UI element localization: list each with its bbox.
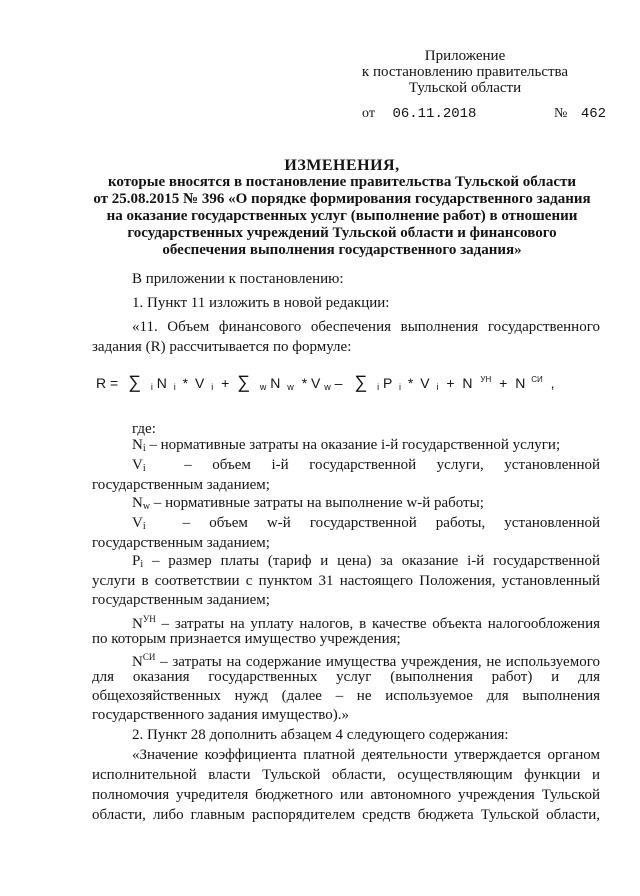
definition-text: – размер платы (тариф и цена) за оказание i-й государственной — [143, 553, 600, 569]
formula-op: + — [499, 375, 508, 391]
title-heading: ИЗМЕНЕНИЯ, — [284, 157, 400, 174]
formula-superscript: УН — [480, 375, 492, 384]
quote-line: полномочия учредителя бюджетного или автономного учреждения Тульской — [92, 787, 600, 803]
quote-line: «Значение коэффициента платной деятельности утверждается органом — [132, 747, 600, 763]
definition-text: – объем i-й государственной услуги, установленной — [184, 457, 600, 473]
paragraph-11-line: задания (R) рассчитывается по формуле: — [92, 339, 352, 355]
symbol: N — [132, 616, 143, 632]
number-sign: № — [553, 106, 568, 121]
definition-text: – объем w-й государственной работы, установленной — [182, 515, 600, 531]
formula-index: i — [398, 382, 401, 392]
formula-r: R = — [96, 375, 119, 391]
title-line: которые вносятся в постановление правительства Тульской области — [107, 174, 577, 190]
sum-symbol: ∑ — [237, 372, 250, 392]
paragraph-11-line: «11. Объем финансового обеспечения выполнения государственного — [132, 319, 600, 335]
date-number-row — [362, 106, 606, 122]
formula-op: * — [182, 375, 189, 391]
symbol: N — [132, 654, 143, 670]
quote-line: области, либо главным распорядителем средств бюджета Тульской области, — [92, 807, 600, 823]
intro-text: В приложении к постановлению: — [132, 271, 344, 287]
formula-term: N — [462, 375, 473, 391]
symbol-index: i — [142, 443, 146, 454]
formula-term: N — [270, 375, 281, 391]
formula-op: + — [221, 375, 230, 391]
formula-index: i — [150, 382, 153, 392]
formula-op: – — [334, 375, 343, 391]
symbol-index: i — [142, 521, 146, 532]
symbol-index: i — [142, 463, 146, 474]
definition-pi-cont: услуги в соответствии с пунктом 31 настоящего Положения, установленный — [92, 573, 600, 589]
document-date: 06.11.2018 — [392, 106, 477, 122]
formula-op: + — [446, 375, 455, 391]
formula-op: * — [301, 375, 308, 391]
symbol-superscript: УН — [142, 614, 156, 624]
formula-term: V — [194, 375, 205, 391]
symbol-superscript: СИ — [142, 652, 156, 662]
title-line: обеспечения выполнения государственного задания» — [162, 242, 522, 258]
definition-text: – затраты на содержание имущества учреждения, не используемого — [155, 654, 600, 670]
title-line: на оказание государственных услуг (выполнение работ) в отношении — [106, 208, 578, 224]
sum-symbol: ∑ — [354, 372, 368, 392]
symbol: P — [132, 553, 141, 569]
item-2: 2. Пункт 28 дополнить абзацем 4 следующего содержания: — [132, 727, 509, 743]
definition-pi-cont: государственным заданием; — [92, 592, 270, 608]
formula-index: w — [259, 382, 267, 392]
formula-index: i — [436, 382, 439, 392]
formula-superscript: СИ — [531, 375, 543, 384]
formula-index: i — [377, 382, 380, 392]
document-header — [330, 48, 600, 96]
symbol: V — [132, 515, 143, 531]
formula-term: N — [156, 375, 167, 391]
formula-index: i — [173, 382, 176, 392]
symbol: N — [132, 495, 143, 511]
formula-op: * — [407, 375, 414, 391]
definition-text: – нормативные затраты на выполнение w-й работы; — [150, 495, 484, 511]
where-label: где: — [132, 421, 156, 437]
appendix-reference: к постановлению правительства — [361, 64, 569, 80]
sum-symbol: ∑ — [128, 372, 141, 392]
title-line: государственных учреждений Тульской области и финансового — [127, 225, 557, 241]
formula-term: V — [311, 375, 321, 391]
definition-text: – затраты на уплату налогов, в качестве объекта налогообложения — [155, 616, 600, 632]
symbol: V — [132, 457, 143, 473]
definition-nsi-cont: государственного задания имущество).» — [92, 707, 350, 723]
document-number: 462 — [580, 106, 607, 122]
formula-op: , — [550, 375, 555, 391]
formula-term: P — [382, 375, 393, 391]
formula-term: V — [420, 375, 430, 391]
formula-index: w — [324, 382, 331, 392]
appendix-region: Тульской области — [408, 80, 522, 96]
definition-text: – нормативные затраты на оказание i-й государственной услуги; — [145, 437, 561, 453]
formula — [96, 372, 616, 393]
item-1: 1. Пункт 11 изложить в новой редакции: — [132, 295, 390, 311]
symbol-index: i — [140, 559, 144, 570]
definition-nsi-cont: для оказания государственных услуг (выполнения работ) и для — [92, 669, 600, 685]
formula-term: N — [515, 375, 526, 391]
symbol-index: w — [142, 501, 151, 512]
definition-vw-cont: государственным заданием; — [92, 535, 270, 551]
definition-vi-cont: государственным заданием; — [92, 477, 270, 493]
appendix-label: Приложение — [424, 48, 506, 64]
quote-line: исполнительной власти Тульской области, осуществляющим функции и — [92, 767, 600, 783]
definition-nsi-cont: общехозяйственных нужд (далее – не используемое для выполнения — [92, 688, 600, 704]
formula-index: w — [287, 382, 294, 392]
title-line: от 25.08.2015 № 396 «О порядке формирования государственного задания — [93, 191, 591, 207]
symbol: N — [132, 437, 143, 453]
date-prefix: от — [362, 106, 375, 121]
formula-index: i — [211, 382, 214, 392]
document-title — [92, 157, 592, 259]
definition-nun-cont: по которым признается имущество учреждения; — [92, 631, 401, 647]
